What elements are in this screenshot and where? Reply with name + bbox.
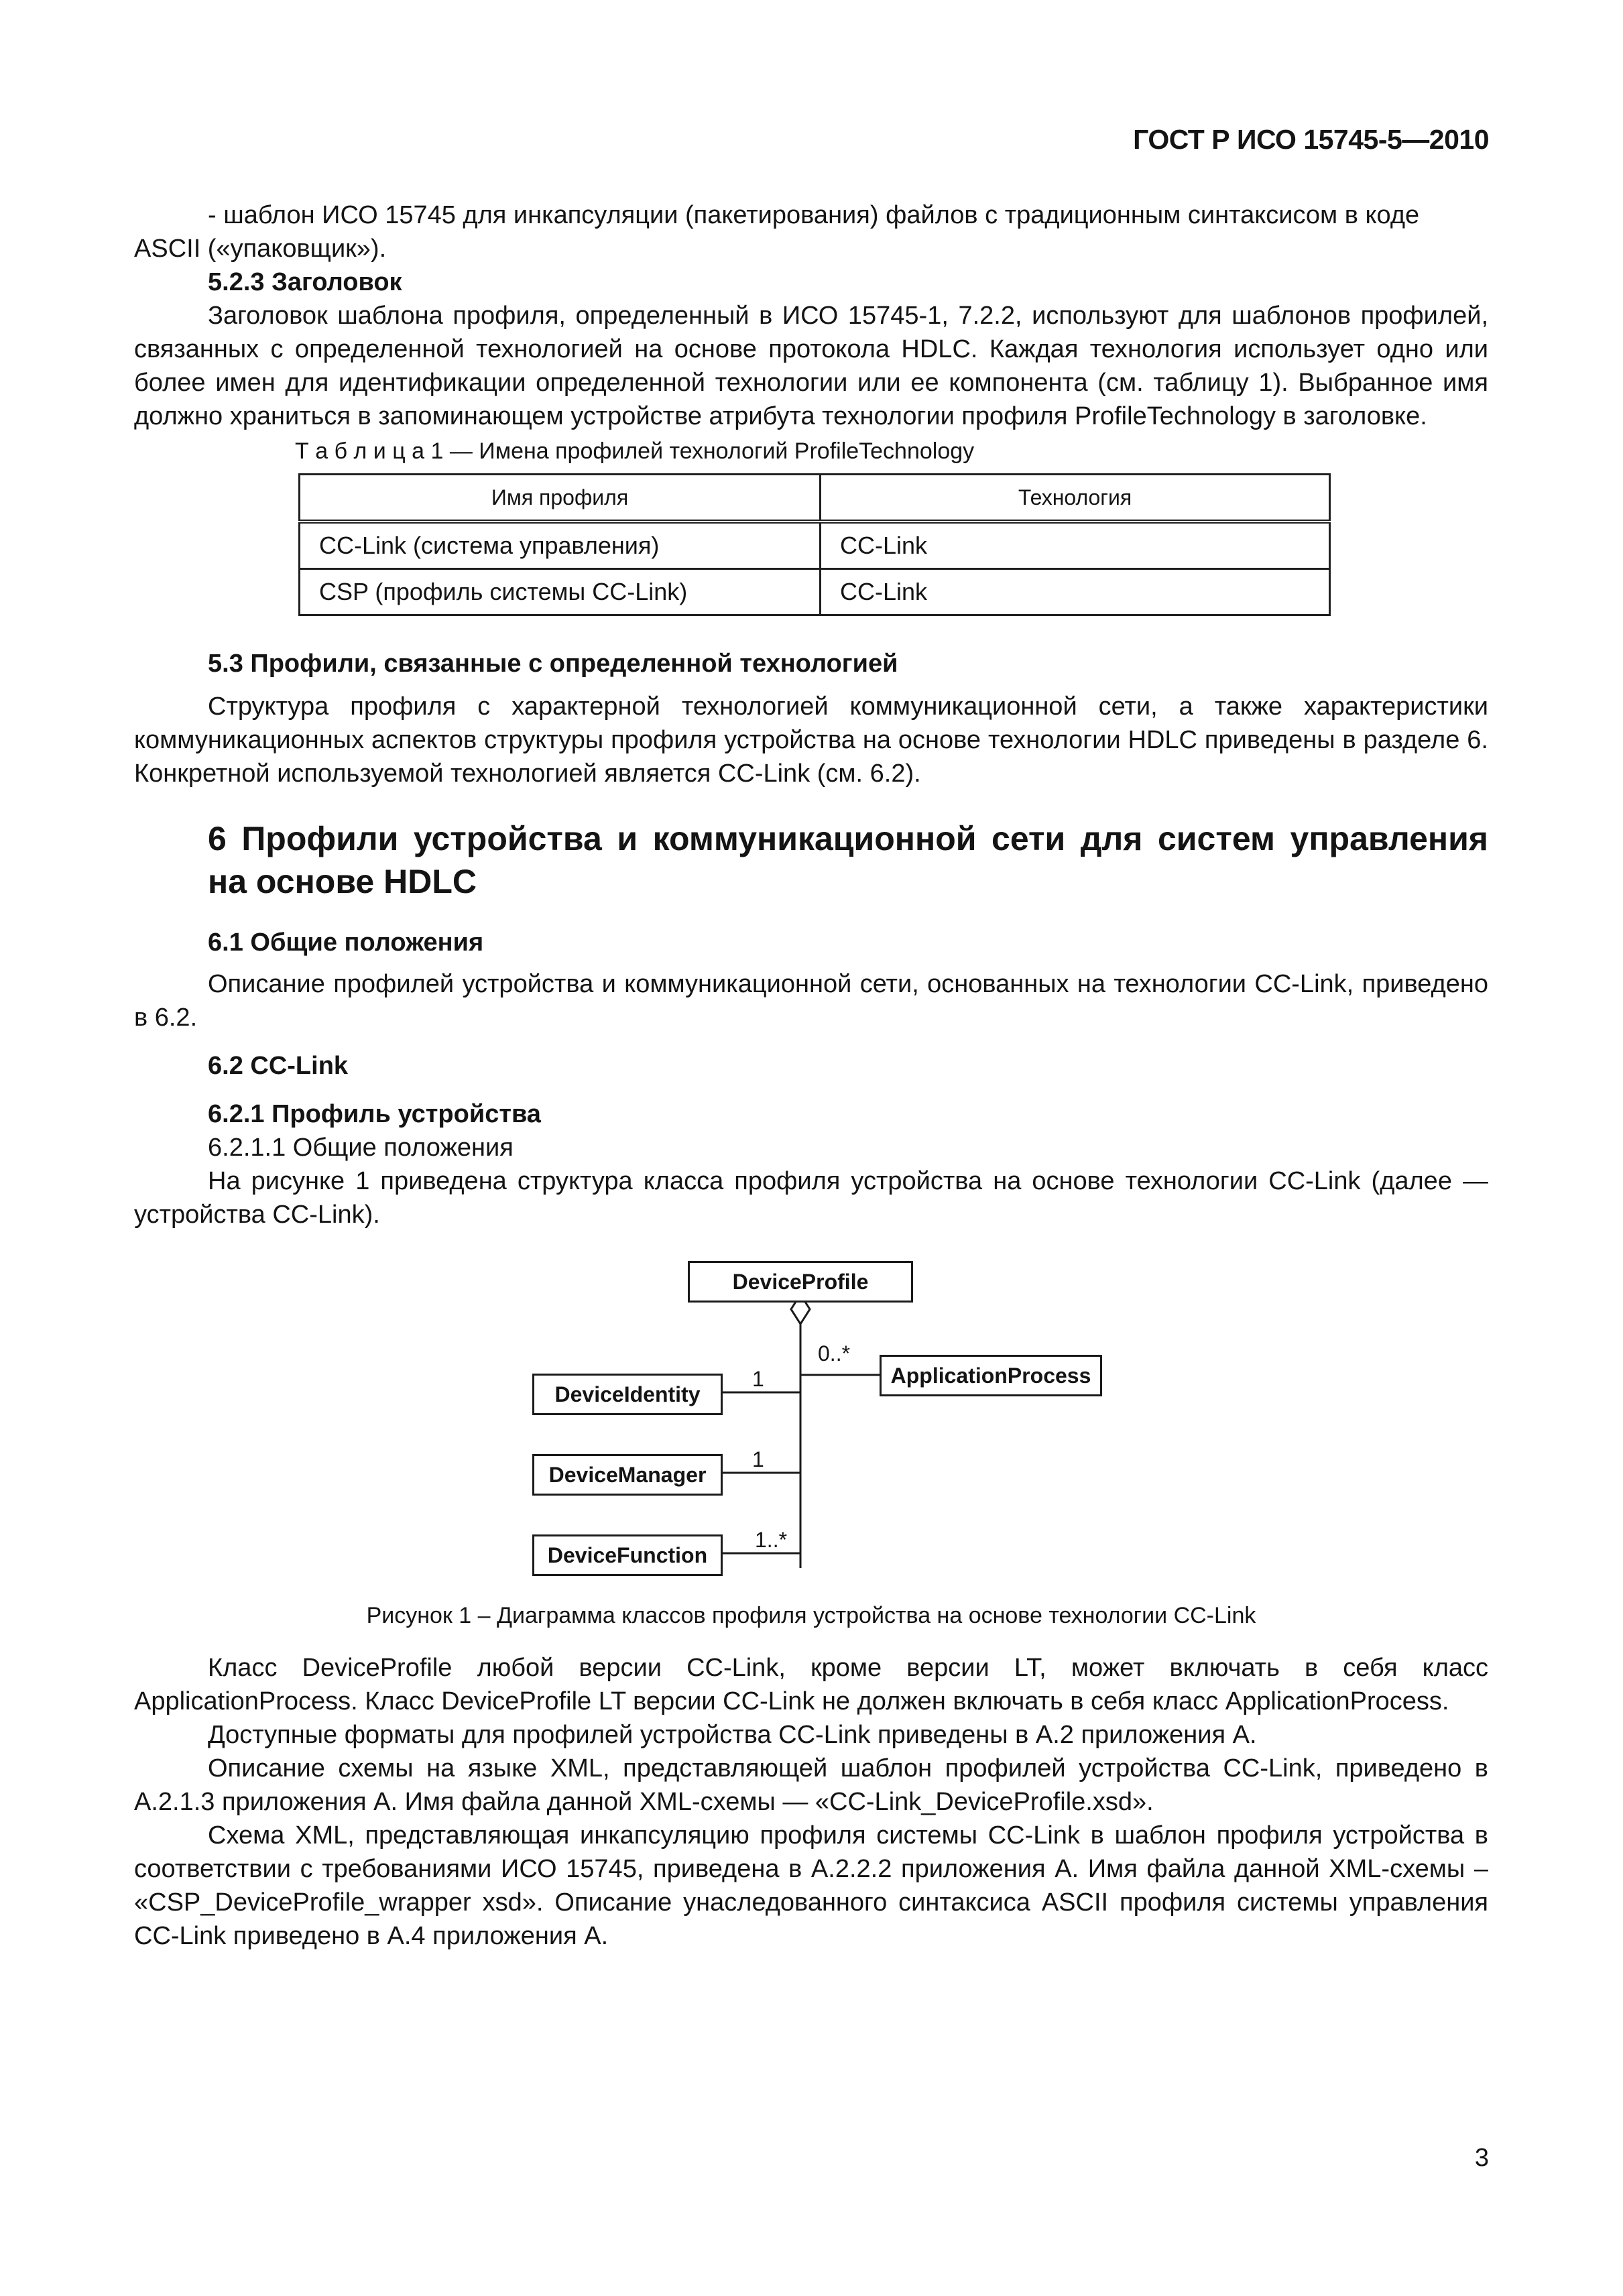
table-header-row [300,475,1330,522]
body-paragraph-1: Класс DeviceProfile любой версии CC-Link, кроме версии LT, может включать в себя класс ApplicationProcess. Класс DeviceProfile LT версии CC-Link не должен включать в себя класс ApplicationProcess. [134,1654,1488,1715]
class-device-profile: DeviceProfile [688,1261,913,1303]
body-paragraph-2: Доступные форматы для профилей устройства CC-Link приведены в А.2 приложения А. [208,1721,1257,1749]
section-6-2-heading: 6.2 CC-Link [208,1052,349,1080]
section-5-3-text: Структура профиля с характерной технологией коммуникационной сети, а также характеристики коммуникационных аспектов структуры профиля устройства на основе технологии HDLC приведены в разделе 6. Конкретной используемой технологией является CC-Link (см. 6.2). [134,692,1488,788]
page-number: 3 [1474,2144,1489,2172]
class-application-process: ApplicationProcess [880,1355,1102,1396]
section-6-2-1-1-heading: 6.2.1.1 Общие положения [208,1134,514,1162]
table-row [300,569,1330,615]
class-device-function: DeviceFunction [532,1534,723,1576]
table-cell: CC-Link [821,569,1330,615]
section-6-2-1-heading: 6.2.1 Профиль устройства [208,1100,541,1128]
table-cell: CC-Link [821,522,1330,569]
figure-1-caption: Рисунок 1 – Диаграмма классов профиля устройства на основе технологии CC-Link [366,1603,1256,1628]
section-5-2-3-heading: 5.2.3 Заголовок [208,268,402,296]
multiplicity-device-function: 1..* [755,1528,788,1552]
multiplicity-device-identity: 1 [752,1367,764,1391]
figure-1-class-diagram [134,1253,1488,1595]
body-paragraph-4: Схема XML, представляющая инкапсуляцию профиля системы CC-Link в шаблон профиля устройства в соответствии с требованиями ИСО 15745, приведена в А.2.2.2 приложения А. Имя файла данной XML-схемы – «CSP_DeviceProfile_wrapper xsd». Описание унаследованного синтаксиса ASCII профиля системы управления CC-Link приведено в А.4 приложения А. [134,1821,1488,1950]
figure-1-connectors [134,1253,1488,1595]
table-cell: CSP (профиль системы CC-Link) [300,569,821,615]
table-1 [298,473,1331,616]
multiplicity-device-manager: 1 [752,1447,764,1471]
class-device-manager: DeviceManager [532,1454,723,1496]
section-5-3-heading: 5.3 Профили, связанные с определенной технологией [208,650,898,678]
table-row [300,522,1330,569]
intro-line-1: - шаблон ИСО 15745 для инкапсуляции (пакетирования) файлов с традиционным синтаксисом в коде [208,201,1420,229]
multiplicity-application-process: 0..* [818,1341,851,1366]
table-1-caption: Т а б л и ц а 1 — Имена профилей технологий ProfileTechnology [295,438,975,464]
class-device-identity: DeviceIdentity [532,1374,723,1415]
table-header-technology: Технология [821,475,1330,522]
section-6-1-text: Описание профилей устройства и коммуникационной сети, основанных на технологии CC-Link, приведено в 6.2. [134,970,1488,1032]
page-header-doc-id: ГОСТ Р ИСО 15745-5—2010 [1133,124,1489,155]
section-6-heading: 6 Профили устройства и коммуникационной сети для систем управления на основе HDLC [208,820,1488,900]
table-cell: CC-Link (система управления) [300,522,821,569]
page-content [134,198,1488,1953]
body-paragraph-3: Описание схемы на языке XML, представляющей шаблон профилей устройства CC-Link, приведено в А.2.1.3 приложения А. Имя файла данной XML-схемы — «CC-Link_DeviceProfile.xsd». [134,1754,1488,1816]
table-header-profile-name: Имя профиля [300,475,821,522]
section-5-2-3-text: Заголовок шаблона профиля, определенный в ИСО 15745-1, 7.2.2, используют для шаблонов профилей, связанных с определенной технологией на основе протокола HDLC. Каждая технология использует одно или более имен для идентификации определенной технологии или ее компонента (см. таблицу 1). Выбранное имя должно храниться в запоминающем устройстве атрибута технологии профиля ProfileTechnology в заголовке. [134,302,1488,430]
section-6-2-1-text: На рисунке 1 приведена структура класса профиля устройства на основе технологии CC-Link (далее — устройства CC-Link). [134,1167,1488,1229]
intro-line-2: ASCII («упаковщик»). [134,235,387,263]
section-6-1-heading: 6.1 Общие положения [208,928,484,957]
